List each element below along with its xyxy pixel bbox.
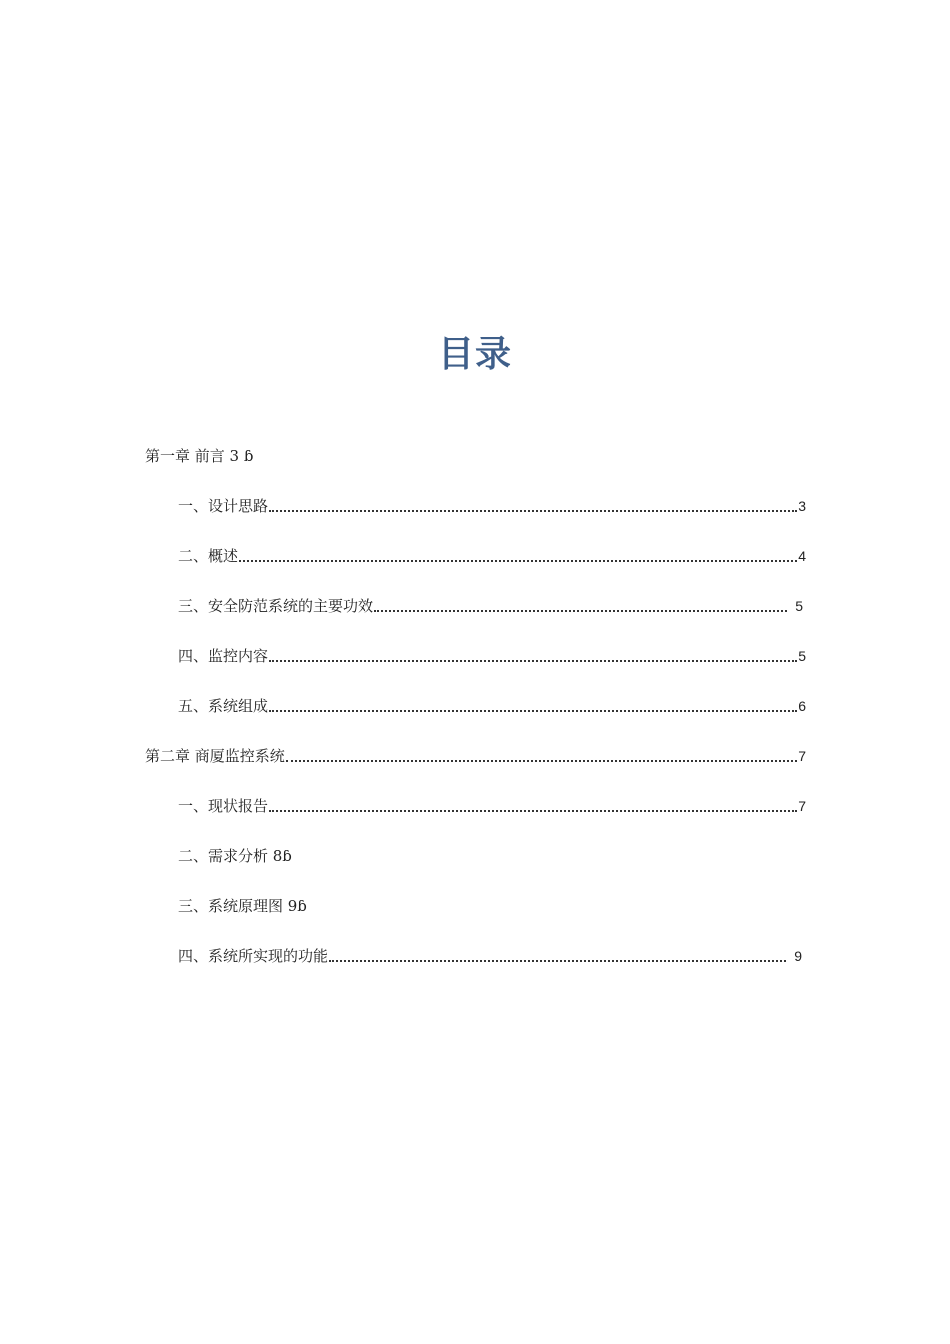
toc-entry-page-number: 4: [798, 548, 806, 564]
toc-entry-overview[interactable]: [178, 544, 806, 566]
toc-entry-label: 四、系统所实现的功能: [178, 947, 329, 965]
toc-entry-page-number: 9: [794, 948, 802, 964]
toc-entry-label: 一、现状报告: [178, 797, 269, 815]
toc-entry-chapter-1[interactable]: [145, 444, 253, 466]
toc-entry-system-schematic[interactable]: [178, 894, 307, 916]
toc-entry-monitoring-content[interactable]: [178, 644, 806, 666]
toc-entry-page-number: 5: [795, 598, 803, 614]
toc-entry-system-composition[interactable]: [178, 694, 806, 716]
toc-entry-label: 二、需求分析 8ɓ: [178, 847, 292, 865]
toc-entry-label: 二、概述: [178, 547, 239, 565]
toc-entry-chapter-2[interactable]: [145, 744, 806, 766]
toc-entry-label: 四、监控内容: [178, 647, 269, 665]
toc-entry-implemented-functions[interactable]: [178, 944, 802, 966]
toc-entry-page-number: 5: [798, 648, 806, 664]
toc-entry-page-number: 7: [798, 798, 806, 814]
toc-dot-leader: [286, 760, 797, 762]
toc-dot-leader: [269, 660, 797, 662]
toc-entry-security-functions[interactable]: [178, 594, 803, 616]
toc-dot-leader: [269, 810, 797, 812]
toc-entry-label: 三、系统原理图 9ɓ: [178, 897, 307, 915]
toc-entry-label: 第二章 商厦监控系统: [145, 747, 285, 765]
toc-dot-leader: [269, 710, 797, 712]
toc-entry-label: 一、设计思路: [178, 497, 269, 515]
toc-entry-status-report[interactable]: [178, 794, 806, 816]
toc-dot-leader: [239, 560, 797, 562]
toc-entry-label: 三、安全防范系统的主要功效: [178, 597, 374, 615]
toc-entry-design-idea[interactable]: [178, 494, 806, 516]
toc-dot-leader: [374, 610, 787, 612]
toc-entry-requirements-analysis[interactable]: [178, 844, 292, 866]
toc-dot-leader: [269, 510, 797, 512]
toc-entry-page-number: 6: [798, 698, 806, 714]
toc-entry-page-number: 7: [798, 748, 806, 764]
toc-entry-label: 五、系统组成: [178, 697, 269, 715]
toc-title: 目录: [437, 334, 512, 375]
toc-entry-page-number: 3: [798, 498, 806, 514]
toc-dot-leader: [329, 960, 786, 962]
toc-entry-label: 第一章 前言 3 ɓ: [145, 447, 254, 465]
